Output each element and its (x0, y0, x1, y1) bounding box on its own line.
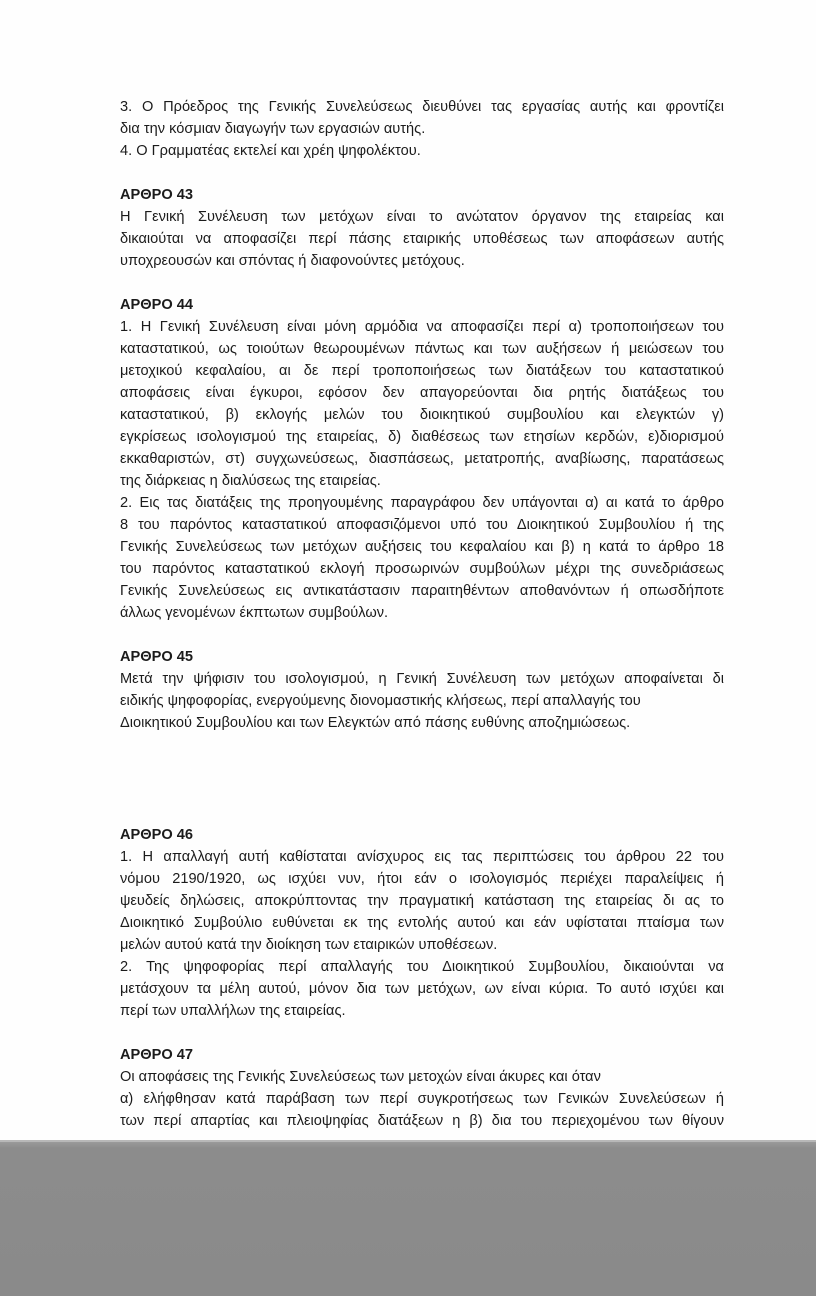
article-line: καταστατικού, β) εκλογής μελών του διοικητικού συμβουλίου και ελεγκτών γ) (120, 407, 724, 423)
article-heading: ΑΡΘΡΟ 43 (120, 187, 193, 203)
article-line: 1. Η απαλλαγή αυτή καθίσταται ανίσχυρος εις τας περιπτώσεις του άρθρου 22 του (120, 849, 724, 865)
article-heading: ΑΡΘΡΟ 44 (120, 297, 193, 313)
intro-block (120, 96, 724, 162)
article-line: καταστατικού, ως τοιούτων θεωρουμένων πάντως και των αυξήσεων ή μειώσεων του (120, 341, 724, 357)
intro-line: 4. Ο Γραμματέας εκτελεί και χρέη ψηφολέκτου. (120, 143, 421, 159)
article-line: Η Γενική Συνέλευση των μετόχων είναι το ανώτατον όργανον της εταιρείας και (120, 209, 724, 225)
article-heading: ΑΡΘΡΟ 46 (120, 827, 193, 843)
intro-line: δια την κόσμιαν διαγωγήν των εργασιών αυτής. (120, 121, 426, 137)
article-line: της διάρκειας η διαλύσεως της εταιρείας. (120, 473, 381, 489)
article-line: μετοχικού κεφαλαίου, αι δε περί τροποποιήσεως των διατάξεων του καταστατικού (120, 363, 724, 379)
article-44 (120, 294, 724, 624)
intro-line: 3. Ο Πρόεδρος της Γενικής Συνελεύσεως διευθύνει τας εργασίας αυτής και φροντίζει (120, 99, 724, 115)
article-line: των περί απαρτίας και πλειοψηφίας διατάξεων η β) δια του περιεχομένου των θίγουν (120, 1113, 724, 1129)
article-heading: ΑΡΘΡΟ 45 (120, 649, 193, 665)
article-line: Μετά την ψήφισιν του ισολογισμού, η Γενική Συνέλευση των μετόχων αποφαίνεται δι (120, 671, 724, 687)
article-line: Διοικητικού Συμβουλίου και των Ελεγκτών από πάσης ευθύνης αποζημιώσεως. (120, 715, 631, 731)
article-line: Γενικής Συνελεύσεως εις αντικατάστασιν παραιτηθέντων αποθανόντων ή οπωσδήποτε (120, 583, 724, 599)
article-line: Διοικητικό Συμβούλιο ευθύνεται εκ της εντολής αυτού και εάν υφίσταται πταίσμα των (120, 915, 724, 931)
article-line: Οι αποφάσεις της Γενικής Συνελεύσεως των μετοχών είναι άκυρες και όταν (120, 1069, 601, 1085)
article-line: μελών αυτού κατά την διοίκηση των εταιρικών υποθέσεων. (120, 937, 498, 953)
article-line: 8 του παρόντος καταστατικού αποφασιζόμενοι υπό του Διοικητικού Συμβουλίου ή της (120, 517, 724, 533)
article-line: μετάσχουν τα μέλη αυτού, μόνον δια των μετόχων, ων είναι κύρια. Το αυτό ισχύει και (120, 981, 724, 997)
article-line: α) ελήφθησαν κατά παράβαση των περί συγκροτήσεως των Γενικών Συνελεύσεων ή (120, 1091, 724, 1107)
article-line: 2. Της ψηφοφορίας περί απαλλαγής του Διοικητικού Συμβουλίου, δικαιούνται να (120, 959, 724, 975)
article-43 (120, 184, 724, 272)
article-line: υποχρεουσών και σπόντας ή διαφονούντες μετόχους. (120, 253, 465, 269)
article-line: ειδικής ψηφοφορίας, ενεργούμενης διονομαστικής κλήσεως, περί απαλλαγής του (120, 693, 641, 709)
article-line: νόμου 2190/1920, ως ισχύει νυν, ήτοι εάν ο ισολογισμός περιέχει παραλείψεις ή (120, 871, 724, 887)
article-line: αποφάσεις είναι έγκυροι, εφόσον δεν απαγορεύονται δια ρητής διατάξεως του (120, 385, 724, 401)
scan-bottom-margin (0, 1142, 816, 1296)
article-line: ψευδείς δηλώσεις, αποκρύπτοντας την πραγματική κατάσταση της εταιρείας δι ας το (120, 893, 724, 909)
article-45 (120, 646, 724, 734)
article-heading: ΑΡΘΡΟ 47 (120, 1047, 193, 1063)
article-46 (120, 824, 724, 1022)
article-line: 2. Εις τας διατάξεις της προηγουμένης παραγράφου δεν υπάγονται α) αι κατά το άρθρο (120, 495, 724, 511)
article-line: Γενικής Συνελεύσεως των μετόχων αυξήσεις του κεφαλαίου και β) η κατά το άρθρο 18 (120, 539, 724, 555)
article-line: εκκαθαριστών, στ) συγχωνεύσεως, διασπάσεως, μετατροπής, αναβίωσης, παρατάσεως (120, 451, 724, 467)
article-line: άλλως γενομένων έκπτωτων συμβούλων. (120, 605, 389, 621)
article-line: εγκρίσεως ισολογισμού της εταιρείας, δ) διαθέσεως των ετησίων κερδών, ε)διορισμού (120, 429, 724, 445)
article-line: περί των υπαλλήλων της εταιρείας. (120, 1003, 346, 1019)
article-line: δικαιούται να αποφασίζει περί πάσης εταιρικής υποθέσεως των αποφάσεων αυτής (120, 231, 724, 247)
article-line: 1. Η Γενική Συνέλευση είναι μόνη αρμόδια να αποφασίζει περί α) τροποποιήσεων του (120, 319, 724, 335)
document-body (120, 96, 724, 1132)
article-line: του παρόντος καταστατικού εκλογή προσωρινών συμβούλων μέχρι της συνεδριάσεως (120, 561, 724, 577)
article-47 (120, 1044, 724, 1132)
